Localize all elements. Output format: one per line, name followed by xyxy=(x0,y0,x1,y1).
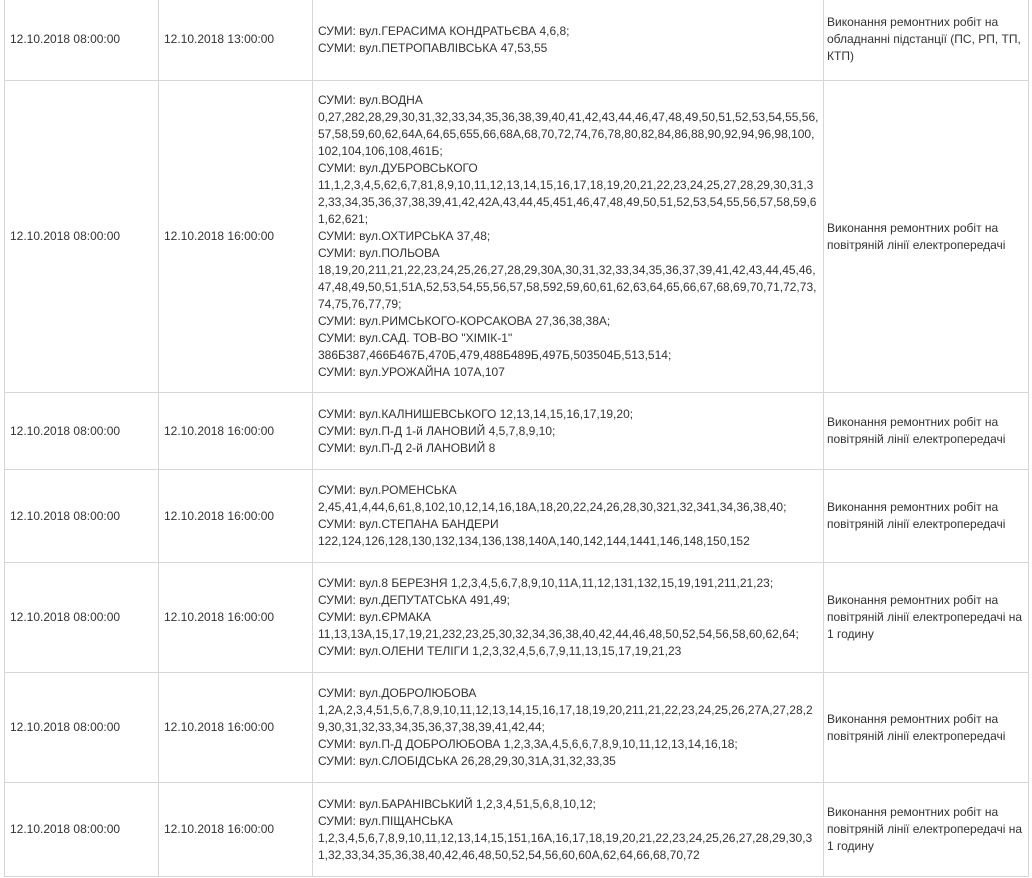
end-time-cell: 12.10.2018 16:00:00 xyxy=(159,783,313,877)
address-cell xyxy=(313,783,824,877)
address-line: 2,45,41,4,44,6,61,8,102,10,12,14,16,18А,18,20,22,24,26,28,30,321,32,341,34,36,38,40; xyxy=(318,500,787,514)
start-time-cell: 12.10.2018 08:00:00 xyxy=(5,470,159,563)
address-cell xyxy=(313,470,824,563)
address-line: СУМИ: вул.ОЛЕНИ ТЕЛІГИ 1,2,3,32,4,5,6,7,9,11,13,15,17,19,21,23 xyxy=(318,644,682,658)
start-time-cell: 12.10.2018 08:00:00 xyxy=(5,0,159,81)
work-description-cell: Виконання ремонтних робіт на повітряній лінії електропередачі xyxy=(824,470,1029,563)
end-time-cell: 12.10.2018 16:00:00 xyxy=(159,563,313,673)
work-description-cell: Виконання ремонтних робіт на повітряній лінії електропередачі на 1 годину xyxy=(824,783,1029,877)
address-line: СУМИ: вул.П-Д ДОБРОЛЮБОВА 1,2,3,3А,4,5,6,6,7,8,9,10,11,12,13,14,16,18; xyxy=(318,737,738,751)
address-line: СУМИ: вул.СТЕПАНА БАНДЕРИ xyxy=(318,517,499,531)
address-line: 386Б387,466Б467Б,470Б,479,488Б489Б,497Б,503504Б,513,514; xyxy=(318,348,672,362)
address-line: 1,2,3,4,5,6,7,8,9,10,11,12,13,14,15,151,16А,16,17,18,19,20,21,22,23,24,25,26,27,28,29,30,31,32,33,34,35,36,38,40,42,46,48,50,52,54,56,60,60А,62,64,66,68,70,72 xyxy=(318,830,813,862)
table-row xyxy=(5,393,1029,470)
address-line: СУМИ: вул.РИМСЬКОГО-КОРСАКОВА 27,36,38,38А; xyxy=(318,314,611,328)
table-row xyxy=(5,783,1029,877)
table-row xyxy=(5,81,1029,393)
work-description-cell: Виконання ремонтних робіт на повітряній лінії електропередачі xyxy=(824,673,1029,783)
address-line: СУМИ: вул.ПОЛЬОВА xyxy=(318,246,440,260)
address-line: 0,27,282,28,29,30,31,32,33,34,35,36,38,39,40,41,42,43,44,46,47,48,49,50,51,52,53,54,55,56,57,58,59,60,62,64А,64,65,655,66,68А,68,70,72,74,76,78,80,82,84,86,88,90,92,94,96,98,100,102,104,106,108,461Б; xyxy=(318,110,819,158)
address-line: СУМИ: вул.П-Д 1-й ЛАНОВИЙ 4,5,7,8,9,10; xyxy=(318,423,556,438)
end-time-cell: 12.10.2018 16:00:00 xyxy=(159,81,313,393)
end-time-cell: 12.10.2018 13:00:00 xyxy=(159,0,313,81)
address-line: 11,1,2,3,4,5,62,6,7,81,8,9,10,11,12,13,14,15,16,17,18,19,20,21,22,23,24,25,27,28,29,30,31,32,33,34,35,36,37,38,39,41,42,42А,43,44,45,451,46,47,48,49,50,51,52,53,54,55,56,57,58,59,61,62,621; xyxy=(318,178,817,226)
work-description-cell: Виконання ремонтних робіт на повітряній лінії електропередачі xyxy=(824,81,1029,393)
table-row xyxy=(5,470,1029,563)
start-time-cell: 12.10.2018 08:00:00 xyxy=(5,563,159,673)
address-line: СУМИ: вул.ДУБРОВСЬКОГО xyxy=(318,161,478,175)
end-time-cell: 12.10.2018 16:00:00 xyxy=(159,673,313,783)
work-description-cell: Виконання ремонтних робіт на повітряній лінії електропередачі на 1 годину xyxy=(824,563,1029,673)
end-time-cell: 12.10.2018 16:00:00 xyxy=(159,470,313,563)
address-line: СУМИ: вул.БАРАНІВСЬКИЙ 1,2,3,4,51,5,6,8,10,12; xyxy=(318,796,597,811)
address-cell xyxy=(313,0,824,81)
address-line: СУМИ: вул.ПЕТРОПАВЛІВСЬКА 47,53,55 xyxy=(318,40,548,55)
work-description-cell: Виконання ремонтних робіт на обладнанні підстанції (ПС, РП, ТП, КТП) xyxy=(824,0,1029,81)
address-line: СУМИ: вул.ПІЩАНСЬКА xyxy=(318,813,453,828)
address-line: СУМИ: вул.УРОЖАЙНА 107А,107 xyxy=(318,365,505,379)
address-cell xyxy=(313,563,824,673)
address-line: 18,19,20,211,21,22,23,24,25,26,27,28,29,30А,30,31,32,33,34,35,36,37,39,41,42,43,44,45,46,47,48,49,50,51,51А,52,53,54,55,56,57,58,592,59,60,61,62,63,64,65,66,67,68,69,70,71,72,73,74,75,76,77,79; xyxy=(318,263,817,311)
address-line: СУМИ: вул.ОХТИРСЬКА 37,48; xyxy=(318,229,491,243)
outage-schedule-table xyxy=(4,0,1029,877)
table-row xyxy=(5,673,1029,783)
start-time-cell: 12.10.2018 08:00:00 xyxy=(5,783,159,877)
start-time-cell: 12.10.2018 08:00:00 xyxy=(5,81,159,393)
start-time-cell: 12.10.2018 08:00:00 xyxy=(5,393,159,470)
address-line: СУМИ: вул.П-Д 2-й ЛАНОВИЙ 8 xyxy=(318,440,496,455)
start-time-cell: 12.10.2018 08:00:00 xyxy=(5,673,159,783)
address-cell xyxy=(313,393,824,470)
address-line: СУМИ: вул.8 БЕРЕЗНЯ 1,2,3,4,5,6,7,8,9,10,11А,11,12,131,132,15,19,191,211,21,23; xyxy=(318,576,774,590)
table-body xyxy=(5,0,1029,877)
address-line: СУМИ: вул.ДОБРОЛЮБОВА xyxy=(318,686,477,700)
table-row xyxy=(5,563,1029,673)
address-line: 122,124,126,128,130,132,134,136,138,140А,140,142,144,1441,146,148,150,152 xyxy=(318,534,750,548)
table-row xyxy=(5,0,1029,81)
address-line: СУМИ: вул.РОМЕНСЬКА xyxy=(318,483,457,497)
address-line: СУМИ: вул.КАЛНИШЕВСЬКОГО 12,13,14,15,16,17,19,20; xyxy=(318,406,634,421)
address-cell xyxy=(313,81,824,393)
work-description-cell: Виконання ремонтних робіт на повітряній лінії електропередачі xyxy=(824,393,1029,470)
end-time-cell: 12.10.2018 16:00:00 xyxy=(159,393,313,470)
address-line: СУМИ: вул.ДЕПУТАТСЬКА 491,49; xyxy=(318,593,510,607)
address-line: СУМИ: вул.ЄРМАКА xyxy=(318,610,431,624)
address-line: 11,13,13А,15,17,19,21,232,23,25,30,32,34,36,38,40,42,44,46,48,50,52,54,56,58,60,62,64; xyxy=(318,627,799,641)
address-line: СУМИ: вул.СЛОБІДСЬКА 26,28,29,30,31А,31,32,33,35 xyxy=(318,754,616,768)
address-line: 1,2А,2,3,4,51,5,6,7,8,9,10,11,12,13,14,15,16,17,18,19,20,211,21,22,23,24,25,26,27А,27,28,29,30,31,32,33,34,35,36,37,38,39,41,42,44; xyxy=(318,703,813,734)
address-line: СУМИ: вул.ВОДНА xyxy=(318,93,423,107)
address-line: СУМИ: вул.ГЕРАСИМА КОНДРАТЬЄВА 4,6,8; xyxy=(318,23,570,38)
address-line: СУМИ: вул.САД. ТОВ-ВО "ХІМІК-1" xyxy=(318,331,513,345)
address-cell xyxy=(313,673,824,783)
